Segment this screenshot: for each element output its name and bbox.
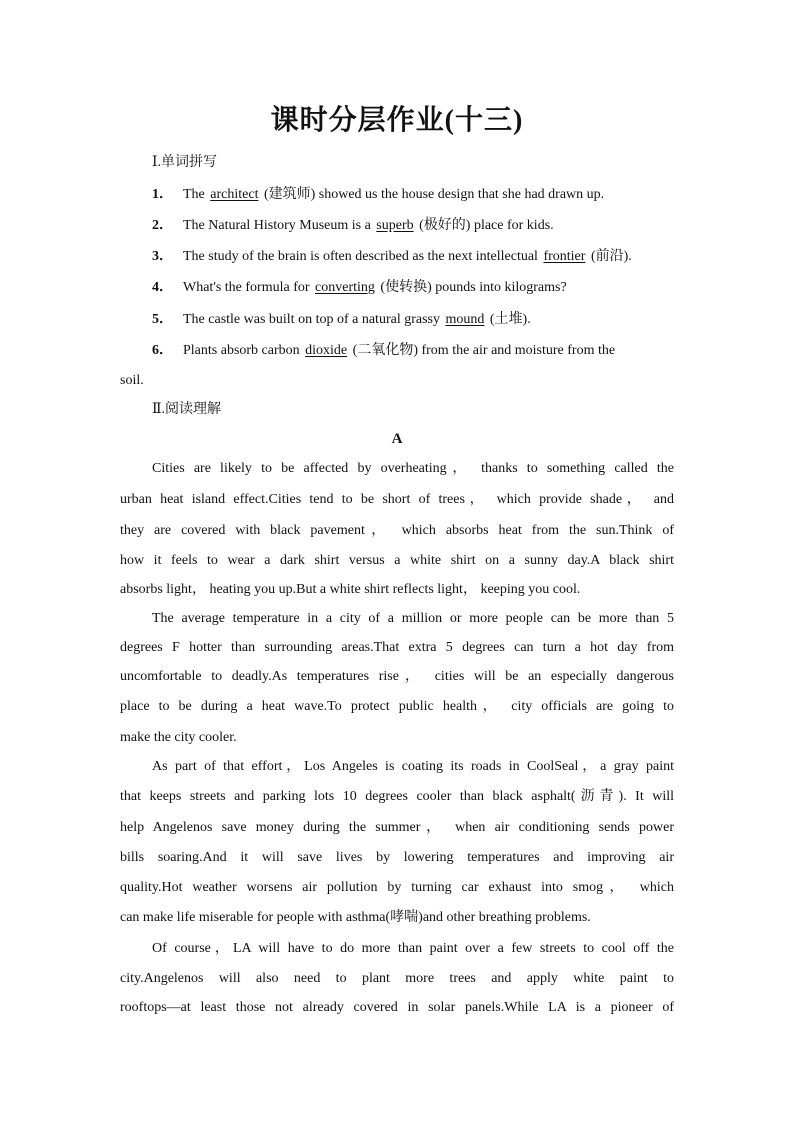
item-number: 1． (152, 187, 173, 202)
paragraph-line: bills soaring.And it will save lives by lowering temperatures and improving air (120, 850, 674, 865)
paragraph-line: urban heat island effect.Cities tend to be short of trees， which provide shade， and (120, 492, 674, 507)
answer-word: dioxide (305, 343, 348, 358)
section-heading-spelling: Ⅰ.单词拼写 (152, 155, 218, 170)
paragraph-line: how it feels to wear a dark shirt versus a white shirt on a sunny day.A black shirt (120, 553, 674, 568)
answer-word: mound (445, 312, 485, 327)
item-text: The castle was built on top of a natural grassy (183, 312, 444, 327)
item-text: (建筑师) showed us the house design that she had drawn up. (260, 187, 605, 202)
page-title: 课时分层作业(十三) (270, 105, 524, 136)
vocab-item-6-continuation: soil. (120, 373, 144, 388)
item-text: The (183, 187, 209, 202)
vocab-item-3 (152, 248, 674, 266)
item-text: (前沿). (587, 249, 632, 264)
item-number: 3． (152, 249, 173, 264)
paragraph-line: make the city cooler. (120, 730, 237, 745)
item-text: What's the formula for (183, 280, 314, 295)
item-text: (使转换) pounds into kilograms? (376, 280, 567, 295)
paragraph-line: that keeps streets and parking lots 10 degrees cooler than black asphalt(沥青). It will (120, 789, 674, 804)
answer-word: frontier (543, 249, 586, 264)
vocab-item-5 (152, 311, 674, 329)
paragraph-line: degrees F hotter than surrounding areas.That extra 5 degrees can turn a hot day from (120, 640, 674, 655)
paragraph-line: help Angelenos save money during the summer， when air conditioning sends power (120, 820, 674, 835)
paragraph-line: Of course，LA will have to do more than paint over a few streets to cool off the (152, 941, 674, 956)
vocab-item-1 (152, 186, 674, 204)
item-text: Plants absorb carbon (183, 343, 304, 358)
item-text: The Natural History Museum is a (183, 218, 375, 233)
paragraph-line: Cities are likely to be affected by overheating， thanks to something called the (152, 461, 674, 476)
section-heading-reading: Ⅱ.阅读理解 (152, 402, 222, 417)
answer-word: superb (376, 218, 414, 233)
paragraph-line: can make life miserable for people with asthma(哮喘)and other breathing problems. (120, 910, 591, 925)
item-number: 6． (152, 343, 173, 358)
item-number: 5． (152, 312, 173, 327)
item-number: 4． (152, 280, 173, 295)
item-text: (二氧化物) from the air and moisture from the (349, 343, 616, 358)
paragraph-line: quality.Hot weather worsens air pollution by turning car exhaust into smog， which (120, 880, 674, 895)
paragraph-line: rooftops—at least those not already covered in solar panels.While LA is a pioneer of (120, 1000, 674, 1015)
item-text: (极好的) place for kids. (415, 218, 554, 233)
paragraph-line: absorbs light， heating you up.But a white shirt reflects light， keeping you cool. (120, 582, 581, 597)
answer-word: architect (210, 187, 259, 202)
vocab-item-4 (152, 279, 674, 297)
answer-word: converting (315, 280, 375, 295)
paragraph-line: city.Angelenos will also need to plant more trees and apply white paint to (120, 971, 674, 986)
paragraph-line: As part of that effort，Los Angeles is coating its roads in CoolSeal，a gray paint (152, 759, 674, 774)
vocab-item-6 (152, 342, 674, 360)
paragraph-line: uncomfortable to deadly.As temperatures rise， cities will be an especially dangerous (120, 669, 674, 684)
item-number: 2． (152, 218, 173, 233)
item-text: (土堆). (486, 312, 531, 327)
item-text: The study of the brain is often described as the next intellectual (183, 249, 542, 264)
paragraph-line: place to be during a heat wave.To protect public health， city officials are going to (120, 699, 674, 714)
passage-label: A (391, 431, 403, 447)
paragraph-line: they are covered with black pavement， which absorbs heat from the sun.Think of (120, 523, 674, 538)
vocab-item-2 (152, 217, 674, 235)
paragraph-line: The average temperature in a city of a million or more people can be more than 5 (152, 611, 674, 626)
